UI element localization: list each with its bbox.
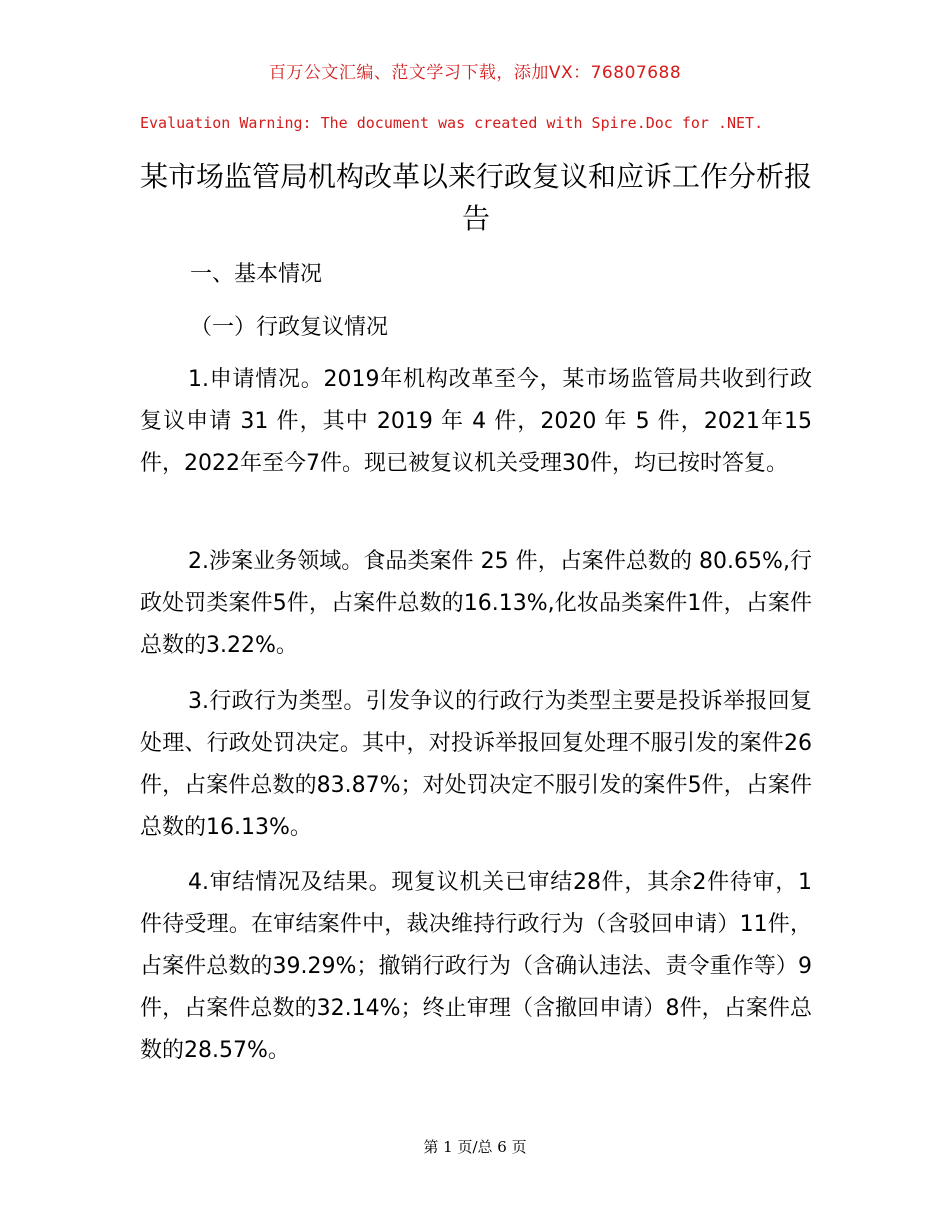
section-heading: 一、基本情况 xyxy=(190,262,323,287)
paragraph-results: 4.审结情况及结果。现复议机关已审结28件，其余2件待审，1件待受理。在审结案件中，裁决维持行政行为（含驳回申请）11件，占案件总数的39.29%；撤销行政行为（含确认违法、责令重作等）9件，占案件总数的32.14%；终止审理（含撤回申请）8件，占案件总数的28.57%。 xyxy=(140,870,812,1063)
subsection-heading: （一）行政复议情况 xyxy=(190,315,389,340)
page-footer: 第 1 页/总 6 页 xyxy=(423,1138,527,1156)
paragraph-business-area: 2.涉案业务领域。食品类案件 25 件，占案件总数的 80.65%,行政处罚类案件5件，占案件总数的16.13%,化妆品类案件1件，占案件总数的3.22%。 xyxy=(140,549,812,658)
document-title: 某市场监管局机构改革以来行政复议和应诉工作分析报告 xyxy=(140,160,813,235)
header-ad-text: 百万公文汇编、范文学习下载，添加VX：76807688 xyxy=(268,63,682,83)
paragraph-action-type: 3.行政行为类型。引发争议的行政行为类型主要是投诉举报回复处理、行政处罚决定。其中，对投诉举报回复处理不服引发的案件26件，占案件总数的83.87%；对处罚决定不服引发的案件5件，占案件总数的16.13%。 xyxy=(140,689,812,840)
evaluation-warning: Evaluation Warning: The document was created with Spire.Doc for .NET. xyxy=(140,114,764,132)
paragraph-application: 1.申请情况。2019年机构改革至今，某市场监管局共收到行政复议申请 31 件，其中 2019 年 4 件，2020 年 5 件，2021年15件，2022年至今7件。现已被复议机关受理30件，均已按时答复。 xyxy=(140,367,812,476)
